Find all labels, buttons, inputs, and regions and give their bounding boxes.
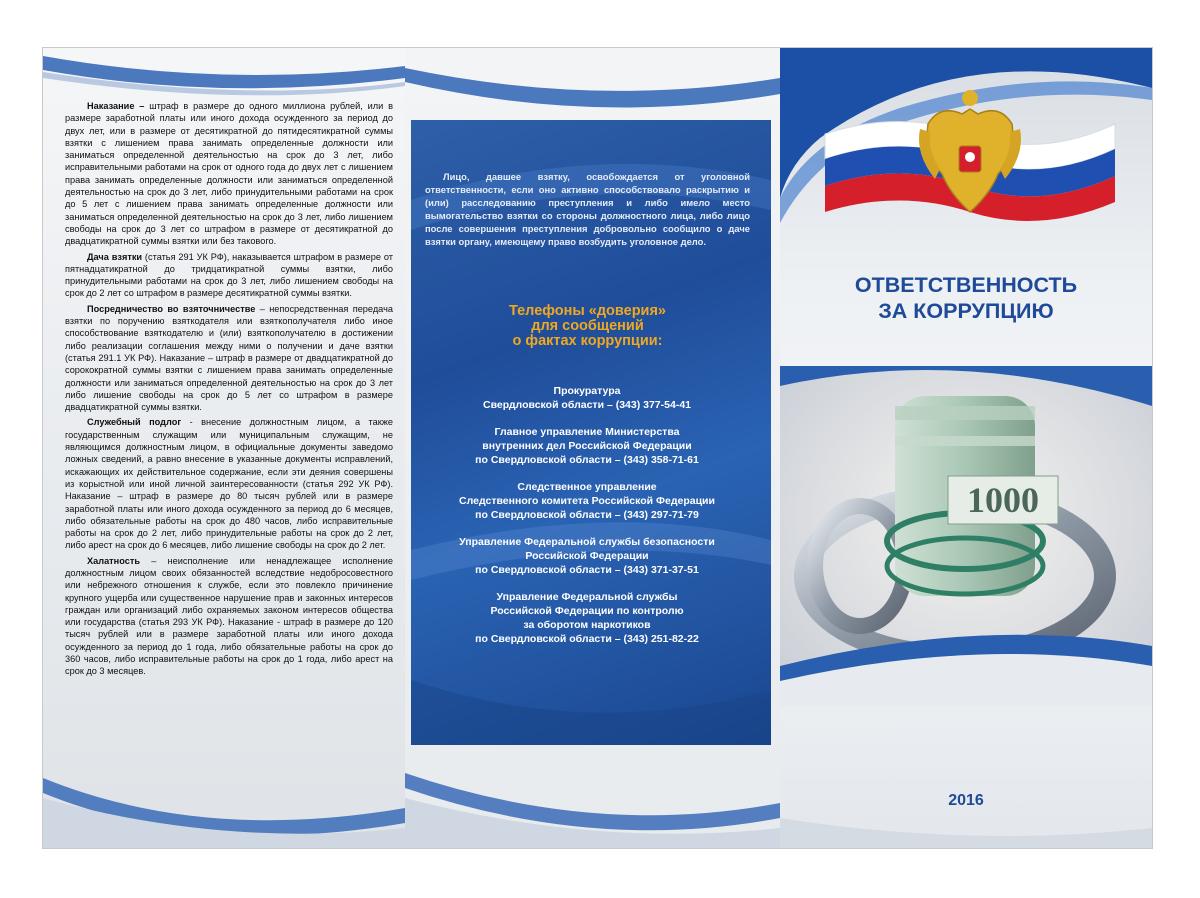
right-panel xyxy=(780,48,1152,848)
contact-fsb: Управление Федеральной службы безопасности Российской Федерации по Свердловской области – (343) 371-37-51 xyxy=(459,536,715,576)
penalties-text xyxy=(65,100,393,681)
penalty-paragraph: Наказание – штраф в размере до одного миллиона рублей, или в размере заработной платы или иного дохода осужденного за период до двух лет, или в размере от десятикратной до пятидесятикратной суммы взятки с лишением права занимать определенные должности или заниматься определенной деятельностью на срок до 3 лет, либо исправительными работами на срок от одного года до двух лет с лишением права занимать определенные должности или заниматься определенной деятельностью на срок до 3 лет, либо принудительными работами на срок до 5 лет с лишением права занимать определенные должности или заниматься определенной деятельностью на срок до 3 лет, либо лишением свободы на срок до 3 лет со штрафом в размере от десятикратной до двадцатикратной суммы взятки или без такового. xyxy=(65,101,393,247)
russian-flag-emblem xyxy=(820,84,1120,234)
official-forgery-paragraph: Служебный подлог - внесение должностным лицом, а также государственным служащим или муниципальным служащим, не являющимся должностным лицом, в официальные документы заведомо ложных сведений, а равно внесение в указанные документы исправлений, искажающих их действительное содержание, если эти деяния совершены из корыстной или иной личной заинтересованности (статья 292 УК РФ). Наказание – штраф в размере до 80 тысяч рублей или в размере заработной платы или иного дохода осужденного за период до 6 месяцев, либо обязательные работы на срок до 480 часов, либо исправительные работы на срок до 2 лет, либо принудительные работы на срок до 2 лет, либо арест на срок до 6 месяцев, либо лишение свободы на срок до 2 лет. xyxy=(65,417,393,551)
top-swoosh-left xyxy=(43,48,405,108)
negligence-paragraph: Халатность – неисполнение или ненадлежащее исполнение должностным лицом своих обязанностей вследствие недобросовестного или небрежного отношения к службе, если это повлекло причинение крупного ущерба или существенное нарушение прав и законных интересов граждан или организаций либо охраняемых законом интересов общества или государства (статья 293 УК РФ). Наказание - штраф в размере до 120 тысяч рублей или в размере заработной платы или иного дохода осужденного за период до 1 года, либо обязательные работы на срок до 360 часов, либо исправительные работы на срок до 1 года, либо арест на срок до 3 месяцев. xyxy=(65,555,393,677)
publication-year: 2016 xyxy=(948,792,984,809)
bottom-swoosh-left xyxy=(43,748,405,848)
bottom-swoosh-right xyxy=(780,808,1152,848)
contact-mvd: Главное управление Министерства внутренних дел Российской Федерации по Свердловской области – (343) 358-71-61 xyxy=(475,426,699,466)
brochure-title: ОТВЕТСТВЕННОСТЬ ЗА КОРРУПЦИЮ xyxy=(854,273,1078,323)
exemption-text: Лицо, давшее взятку, освобождается от уголовной ответственности, если оно активно способствовало раскрытию и (или) расследованию преступления и либо имело место вымогательство взятки со стороны должностного лица, либо лицо после совершения преступления добровольно сообщило о даче взятки органу, имеющему право возбудить уголовное дело. xyxy=(425,171,750,247)
bottom-swoosh-middle xyxy=(405,748,780,848)
contact-prosecutor: Прокуратура Свердловской области – (343) 377-54-41 xyxy=(483,385,691,411)
left-panel xyxy=(43,48,405,848)
bribe-giving-paragraph: Дача взятки (статья 291 УК РФ), наказывается штрафом в размере от пятнадцатикратной до тридцатикратной суммы взятки, либо принудительными работами на срок до 3 лет, либо лишением свободы на срок до 2 лет со штрафом в размере десятикратной суммы взятки. xyxy=(65,251,393,299)
banknote-denomination: 1000 xyxy=(967,480,1039,520)
middle-panel xyxy=(405,48,780,848)
bribery-mediation-paragraph: Посредничество во взяточничестве – непосредственная передача взятки по поручению взяткодателя или взяткополучателя либо иное способствование взяткодателю и (или) взяткополучателю в достижении либо реализации соглашения между ними о получении и даче взятки (статья 291.1 УК РФ). Наказание – штраф в размере от двадцатикратной до сорокократной суммы взятки с лишением права занимать определенные должности или заниматься определенной деятельностью на срок до 3 лет либо лишение свободы на срок до 5 лет со штрафом в размере двадцатикратной суммы взятки. xyxy=(65,303,393,413)
money-handcuffs-image xyxy=(780,366,1152,706)
hotline-contacts xyxy=(417,384,757,659)
top-swoosh-middle xyxy=(405,48,780,128)
contact-investigative-committee: Следственное управление Следственного комитета Российской Федерации по Свердловской области – (343) 297-71-79 xyxy=(459,481,715,521)
brochure-sheet xyxy=(42,47,1153,849)
hotline-title: Телефоны «доверия» для сообщений о фактах коррупции: xyxy=(508,303,666,349)
contact-drug-control: Управление Федеральной службы Российской Федерации по контролю за оборотом наркотиков по Свердловской области – (343) 251-82-22 xyxy=(475,591,699,645)
